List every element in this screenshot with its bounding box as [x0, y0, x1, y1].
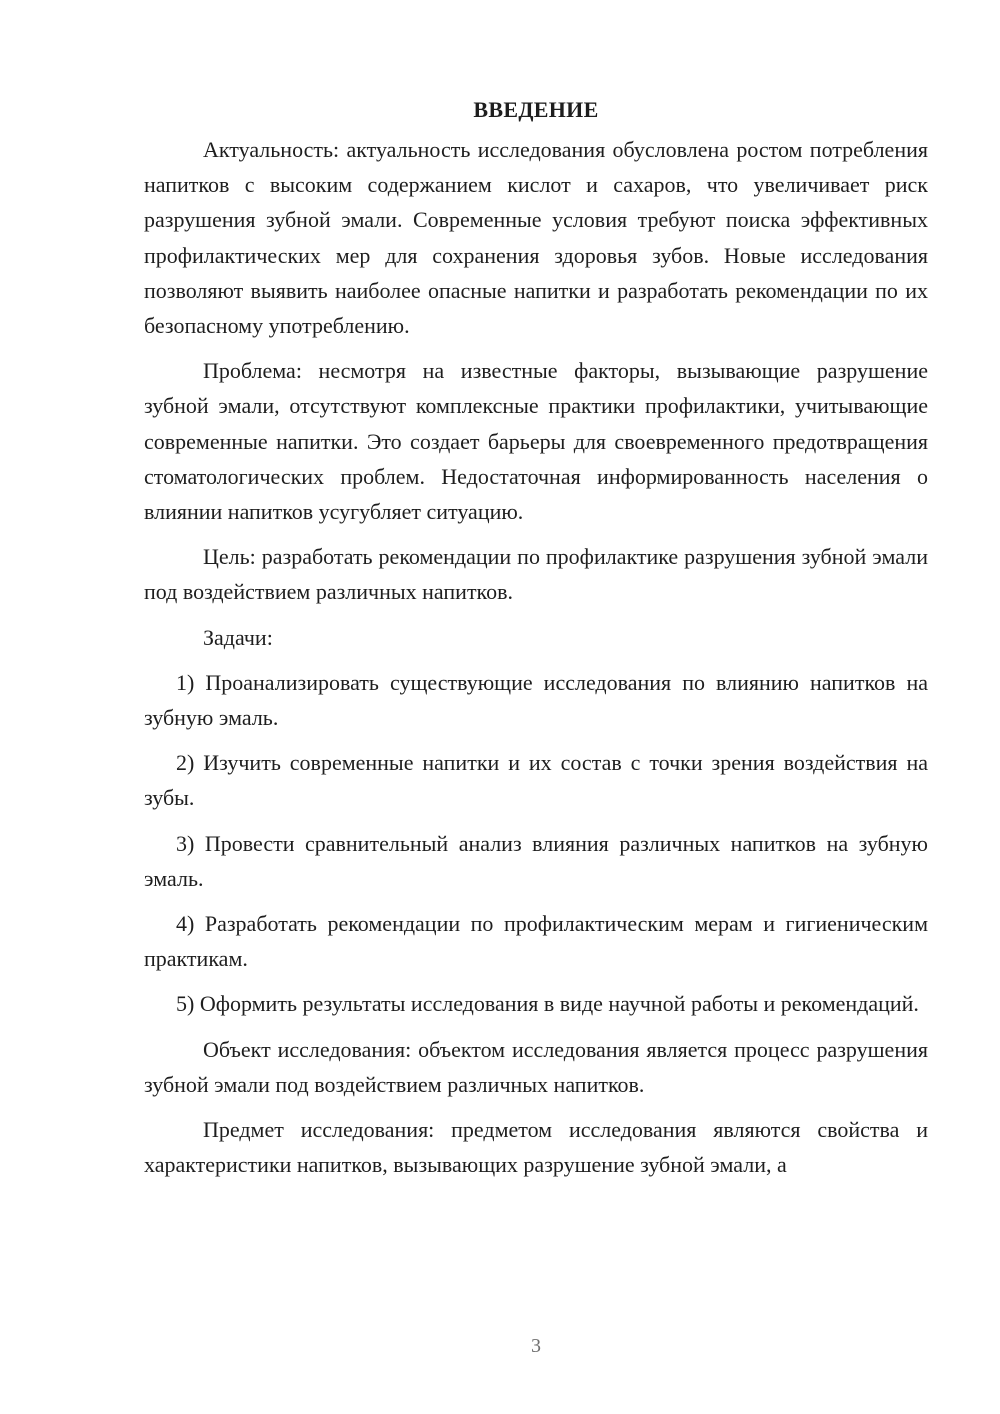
task-item-4: 4) Разработать рекомендации по профилактическим мерам и гигиеническим практикам.	[144, 911, 928, 972]
subject-paragraph: Предмет исследования: предметом исследования являются свойства и характеристики напитков, вызывающих разрушение зубной эмали, а	[144, 1117, 928, 1178]
object-paragraph: Объект исследования: объектом исследования является процесс разрушения зубной эмали под воздействием различных напитков.	[144, 1036, 928, 1097]
problem-paragraph: Проблема: несмотря на известные факторы, вызывающие разрушение зубной эмали, отсутствуют комплексные практики профилактики, учитывающие современные напитки. Это создает барьеры для своевременного предотвращения стоматологических проблем. Недостаточная информированность населения о влиянии напитков усугубляет ситуацию.	[144, 358, 928, 525]
page-body	[144, 92, 928, 1192]
goal-paragraph: Цель: разработать рекомендации по профилактике разрушения зубной эмали под воздействием различных напитков.	[144, 544, 928, 605]
relevance-paragraph: Актуальность: актуальность исследования обусловлена ростом потребления напитков с высоким содержанием кислот и сахаров, что увеличивает риск разрушения зубной эмали. Современные условия требуют поиска эффективных профилактических мер для сохранения здоровья зубов. Новые исследования позволяют выявить наиболее опасные напитки и разработать рекомендации по их безопасному употреблению.	[144, 137, 928, 339]
task-item-5: 5) Оформить результаты исследования в виде научной работы и рекомендаций.	[176, 991, 919, 1017]
task-item-3: 3) Провести сравнительный анализ влияния различных напитков на зубную эмаль.	[144, 830, 928, 891]
tasks-heading: Задачи:	[203, 624, 273, 650]
task-item-1: 1) Проанализировать существующие исследования по влиянию напитков на зубную эмаль.	[144, 669, 928, 731]
task-item-2: 2) Изучить современные напитки и их состав с точки зрения воздействия на зубы.	[144, 750, 928, 811]
page-number: 3	[531, 1335, 541, 1357]
section-title: ВВЕДЕНИЕ	[473, 97, 599, 122]
